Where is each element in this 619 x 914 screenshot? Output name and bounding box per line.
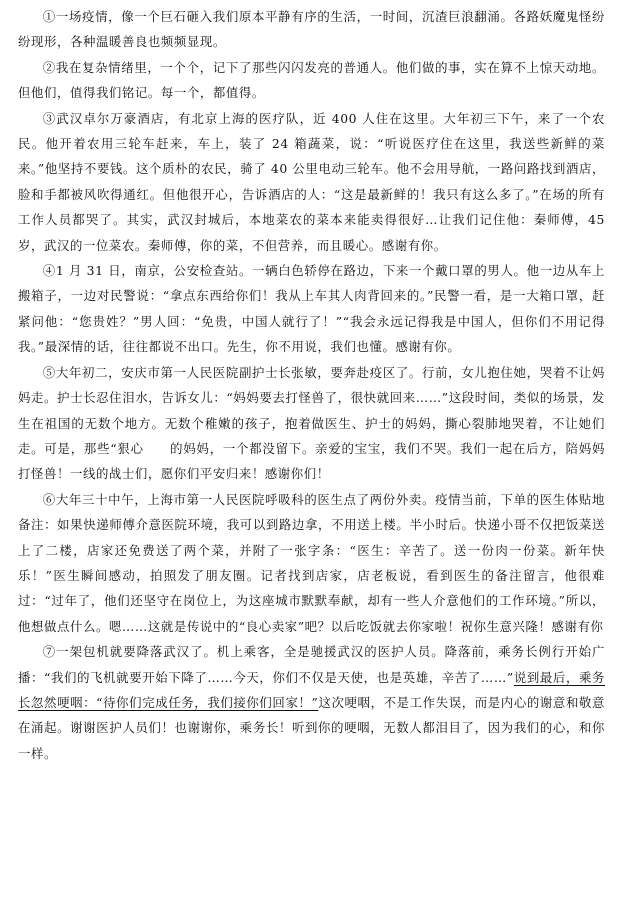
paragraph-text: ⑦一架包机就要降落武汉了。机上乘客，全是驰援武汉的医护人员。降落前，乘务长例行开始广播：“我们的飞机就要开始下降了……今天，你们不仅是天使，也是英雄，辛苦了……” (18, 644, 605, 685)
paragraph-4 (18, 258, 605, 360)
paragraph-2 (18, 55, 605, 106)
paragraph-5 (18, 360, 605, 487)
paragraph-text: ①一场疫情，像一个巨石砸入我们原本平静有序的生活，一时间，沉渣巨浪翻涌。各路妖魔鬼怪纷纷现形，各种温暖善良也频频显现。 (18, 9, 605, 50)
paragraph-text: ⑤大年初二，安庆市第一人民医院副护士长张敏，要奔赴疫区了。行前，女儿抱住她，哭着不让妈妈走。护士长忍住泪水，告诉女儿：“妈妈要去打怪兽了，很快就回来……”这段时间，类似的场景，发生在祖国的无数个地方。无数个稚嫩的孩子，抱着做医生、护士的妈妈，撕心裂肺地哭着，不让她们走。可是，那些“狠心 的妈妈，一个都没留下。亲爱的宝宝，我们不哭。我们一起在后方，陪妈妈打怪兽！一线的战士们，愿你们平安归来！感谢你们！ (18, 364, 605, 482)
paragraph-text: 这次哽咽，不是工作失误，而是内心的谢意和敬意在涌起。谢谢医护人员们！也谢谢你，乘务长！听到你的哽咽，无数人都泪目了，因为我们的心，和你一样。 (18, 694, 605, 761)
paragraph-text: ⑥大年三十中午，上海市第一人民医院呼吸科的医生点了两份外卖。疫情当前，下单的医生体贴地备注：如果快递师傅介意医院环境，我可以到路边拿，不用送上楼。半小时后。快递小哥不仅把饭菜送上了二楼，店家还免费送了两个菜，并附了一张字条：“医生：辛苦了。送一份肉一份菜。新年快乐！”医生瞬间感动，拍照发了朋友圈。记者找到店家，店老板说，看到医生的备注留言，他很难过：“过年了，他们还坚守在岗位上，为这座城市默默奉献，却有一些人介意他们的工作环境。”所以，他想做点什么。嗯……这就是传说中的“良心卖家”吧？以后吃饭就去你家啦！祝你生意兴隆！感谢有你 (18, 491, 605, 634)
paragraph-1 (18, 4, 605, 55)
underlined-sentence: 说到最后，乘务长忽然哽咽：“待你们完成任务，我们接你们回家！” (18, 669, 606, 710)
paragraph-text: ②我在复杂情绪里，一个个，记下了那些闪闪发亮的普通人。他们做的事，实在算不上惊天动地。但他们，值得我们铭记。每一个，都值得。 (18, 59, 605, 101)
paragraph-text: ③武汉卓尔万豪酒店，有北京上海的医疗队，近 400 人住在这里。大年初三下午，来了一个农民。他开着农用三轮车赶来，车上，装了 24 箱蔬菜，说：“听说医疗住在这里，我送些新鲜的菜来。”他坚持不要钱。这个质朴的农民，骑了 40 公里电动三轮车。他不会用导航，一路问路找到酒店，脸和手都被风吹得通红。但他很开心，告诉酒店的人：“这是最新鲜的！我只有这么多了。”在场的所有工作人员都哭了。其实，武汉封城后，本地菜农的菜本来能卖得很好…让我们记住他：秦师傅，45 岁，武汉的一位菜农。秦师傅，你的菜，不但营养，而且暖心。感谢有你。 (18, 110, 605, 253)
paragraph-6 (18, 487, 605, 639)
paragraph-7 (18, 639, 605, 766)
paragraph-3 (18, 106, 605, 258)
paragraph-text: ④1 月 31 日，南京，公安检查站。一辆白色轿停在路边，下来一个戴口罩的男人。他一边从车上搬箱子，一边对民警说：“拿点东西给你们！我从上车其人肉背回来的。”民警一看，是一大箱口罩，赶紧问他：“您贵姓？”男人回：“免贵，中国人就行了！”“我会永远记得我是中国人，但你们不用记得我。”最深情的话，往往都说不出口。先生，你不用说，我们也懂。感谢有你。 (18, 263, 605, 355)
